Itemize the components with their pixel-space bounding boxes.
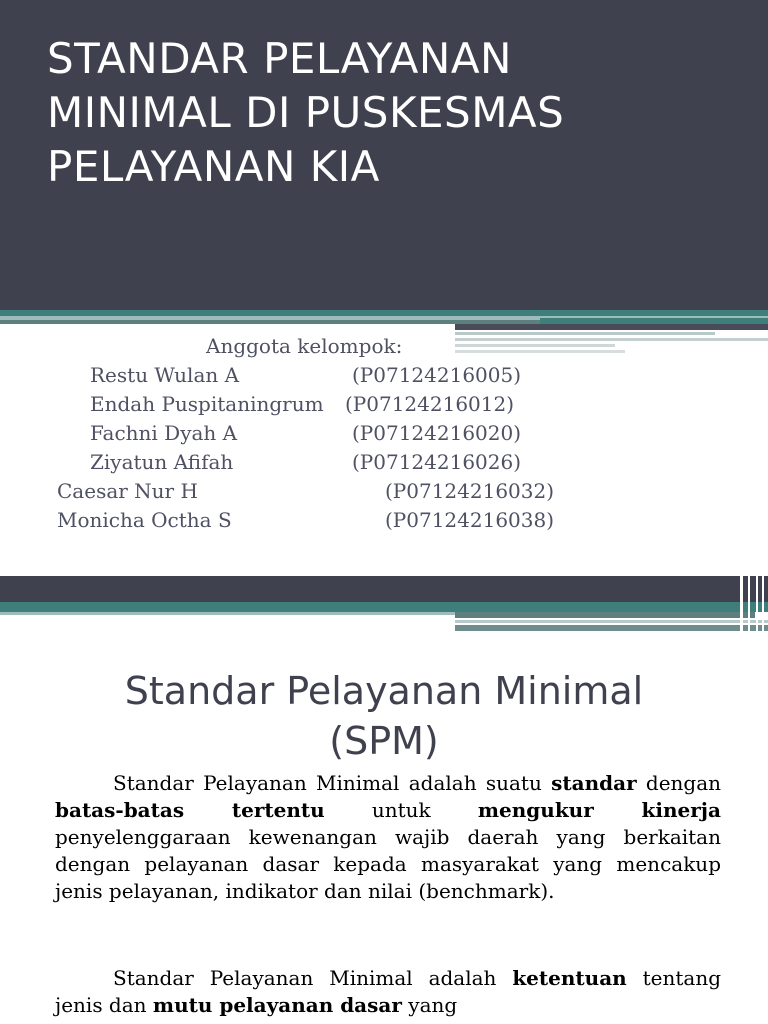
member-row	[57, 477, 577, 506]
member-name: Fachni Dyah A	[90, 421, 238, 445]
slide2-decorative-stripes	[0, 576, 768, 632]
member-nim: (P07124216020)	[352, 421, 522, 445]
para1-bold-3: mengukur kinerja	[477, 798, 721, 822]
slide1-title-line-1: STANDAR PELAYANAN	[47, 34, 512, 83]
slide1-title-line-3: PELAYANAN KIA	[47, 142, 380, 191]
member-nim: (P07124216032)	[385, 479, 555, 503]
member-nim: (P07124216038)	[385, 508, 555, 532]
para1-bold-2: batas-batas tertentu	[55, 798, 325, 822]
para1-text-3: untuk	[324, 798, 478, 822]
member-name: Endah Puspitaningrum	[90, 392, 324, 416]
spm-title-line-1: Standar Pelayanan Minimal	[124, 669, 644, 713]
member-name: Monicha Octha S	[57, 508, 232, 532]
members-heading: Anggota kelompok:	[206, 334, 403, 358]
member-nim: (P07124216012)	[345, 392, 515, 416]
member-row	[57, 506, 577, 535]
spm-title-line-2: (SPM)	[329, 719, 439, 763]
spm-definition-paragraph-1	[55, 770, 721, 905]
para2-text-1: Standar Pelayanan Minimal adalah	[113, 966, 513, 990]
slide1-title-line-2: MINIMAL DI PUSKESMAS	[47, 88, 565, 137]
member-nim: (P07124216005)	[352, 363, 522, 387]
member-nim: (P07124216026)	[352, 450, 522, 474]
para1-text-4: penyelenggaraan kewenangan wajib daerah yang berkaitan dengan pelayanan dasar kepada masyarakat yang mencakup jenis pelayanan, indikator dan nilai (benchmark).	[55, 825, 721, 903]
member-row	[90, 390, 550, 419]
spm-title	[40, 666, 728, 766]
para1-bold-1: standar	[551, 771, 637, 795]
para1-text-2: dengan	[636, 771, 722, 795]
member-name: Caesar Nur H	[57, 479, 198, 503]
member-row	[90, 448, 550, 477]
spm-definition-paragraph-2	[55, 965, 721, 1019]
slide1-title	[47, 32, 737, 194]
para2-bold-1: ketentuan	[512, 966, 627, 990]
para2-text-2: tentang jenis dan	[55, 966, 721, 1017]
para1-text-1: Standar Pelayanan Minimal adalah suatu	[113, 771, 552, 795]
para2-text-3: yang	[401, 993, 458, 1017]
member-row	[90, 419, 550, 448]
member-name: Restu Wulan A	[90, 363, 240, 387]
para2-bold-2: mutu pelayanan dasar	[152, 993, 402, 1017]
member-name: Ziyatun Afifah	[90, 450, 234, 474]
member-row	[90, 361, 550, 390]
